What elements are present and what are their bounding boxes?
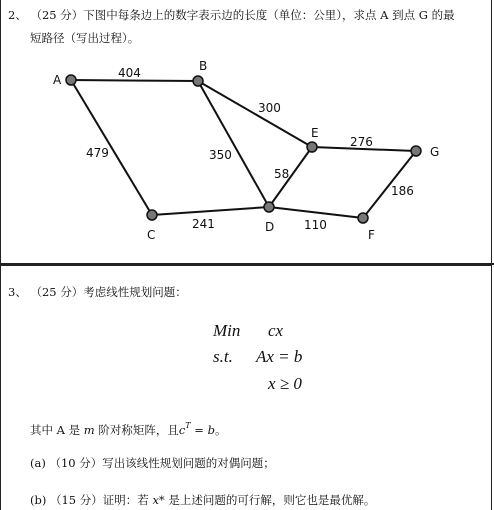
note-mid: 阶对称矩阵，且 xyxy=(98,423,179,437)
question-3-frame xyxy=(0,265,492,510)
node-c xyxy=(147,210,157,220)
part-b-var: x* xyxy=(152,493,165,507)
edge-weight-b-e: 300 xyxy=(258,101,281,115)
edge-a-c xyxy=(71,80,152,215)
question-2-text-line1: 2、 （25 分）下图中每条边上的数字表示边的长度（单位：公里），求点 A 到点 G 的最 xyxy=(8,8,455,22)
note-c: c xyxy=(178,423,186,437)
edge-weight-d-f: 110 xyxy=(304,218,327,232)
node-d xyxy=(264,202,274,212)
node-label-f: F xyxy=(368,228,375,242)
part-b-prefix: (b) （15 分）证明：若 xyxy=(30,493,149,507)
part-b-suffix: 是上述问题的可行解，则它也是最优解。 xyxy=(168,493,376,507)
matrix-note xyxy=(30,418,226,438)
lp-constraint-expr: Ax = b xyxy=(256,347,303,366)
edge-a-b xyxy=(71,80,198,81)
edge-d-f xyxy=(269,207,363,218)
question-3-part-a: (a) （10 分）写出该线性规划问题的对偶问题； xyxy=(30,456,275,470)
edge-c-d xyxy=(152,207,269,215)
edge-weight-c-d: 241 xyxy=(192,217,215,231)
lp-nonneg-expr: x ≥ 0 xyxy=(268,374,302,393)
edge-weight-b-d: 350 xyxy=(209,148,232,162)
node-e xyxy=(307,142,317,152)
edge-b-e xyxy=(198,81,312,147)
question-3-header: 3、 （25 分）考虑线性规划问题： xyxy=(8,285,187,299)
lp-constraint-label: s.t. xyxy=(213,347,233,366)
edge-b-d xyxy=(198,81,269,207)
node-label-c: C xyxy=(147,228,156,242)
edge-weight-e-g: 276 xyxy=(350,135,373,149)
note-eq: = xyxy=(190,423,208,437)
node-label-b: B xyxy=(199,59,208,73)
edge-weight-a-b: 404 xyxy=(118,66,141,80)
shortest-path-graph xyxy=(0,52,494,252)
node-label-e: E xyxy=(311,126,319,140)
edge-weight-f-g: 186 xyxy=(391,184,414,198)
question-3-part-b xyxy=(30,492,375,508)
note-prefix: 其中 A 是 xyxy=(30,423,81,437)
node-f xyxy=(358,213,368,223)
note-end: 。 xyxy=(214,423,227,437)
note-b: b xyxy=(207,423,215,437)
node-b xyxy=(193,76,203,86)
lp-objective-label: Min xyxy=(213,321,241,340)
edge-weight-d-e: 58 xyxy=(274,167,290,181)
node-label-g: G xyxy=(430,145,440,159)
question-2-text-line2: 短路径（写出过程）。 xyxy=(30,31,140,45)
note-m: m xyxy=(83,423,95,437)
node-a xyxy=(66,75,76,85)
node-label-d: D xyxy=(265,220,275,234)
edge-weight-a-c: 479 xyxy=(86,146,109,160)
lp-objective-expr: cx xyxy=(268,321,284,340)
node-label-a: A xyxy=(53,73,62,87)
note-sup: T xyxy=(185,421,191,430)
node-g xyxy=(411,146,421,156)
